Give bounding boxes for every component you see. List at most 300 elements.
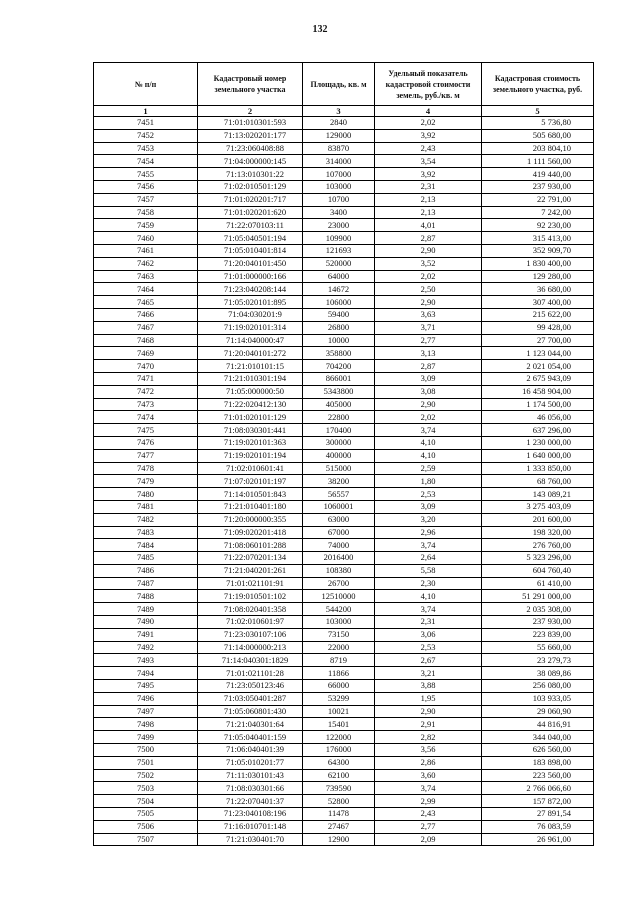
row-number-cell: 7483 <box>94 526 198 539</box>
cadastral-value-cell: 68 760,00 <box>482 475 594 488</box>
specific-value-cell: 2,82 <box>375 731 482 744</box>
area-cell: 83870 <box>303 142 375 155</box>
cadastral-value-cell: 44 816,91 <box>482 718 594 731</box>
table-row <box>94 206 594 219</box>
cadastral-number-cell: 71:05:040501:194 <box>198 232 303 245</box>
cadastral-number-cell: 71:23:030107:106 <box>198 628 303 641</box>
table-row <box>94 539 594 552</box>
area-cell: 2016400 <box>303 552 375 565</box>
table-row <box>94 705 594 718</box>
cadastral-number-cell: 71:22:070201:134 <box>198 552 303 565</box>
cadastral-number-cell: 71:23:050123:46 <box>198 680 303 693</box>
cadastral-number-cell: 71:09:020201:418 <box>198 526 303 539</box>
row-number-cell: 7485 <box>94 552 198 565</box>
column-number: 5 <box>482 106 594 117</box>
specific-value-cell: 2,53 <box>375 641 482 654</box>
area-cell: 14672 <box>303 283 375 296</box>
row-number-cell: 7482 <box>94 513 198 526</box>
row-number-cell: 7470 <box>94 360 198 373</box>
area-cell: 739590 <box>303 782 375 795</box>
area-cell: 10000 <box>303 334 375 347</box>
row-number-cell: 7492 <box>94 641 198 654</box>
row-number-cell: 7491 <box>94 628 198 641</box>
specific-value-cell: 2,90 <box>375 244 482 257</box>
table-row <box>94 334 594 347</box>
table-row <box>94 180 594 193</box>
specific-value-cell: 3,71 <box>375 321 482 334</box>
specific-value-cell: 3,21 <box>375 667 482 680</box>
specific-value-cell: 3,56 <box>375 744 482 757</box>
row-number-cell: 7466 <box>94 308 198 321</box>
cadastral-value-cell: 46 056,00 <box>482 411 594 424</box>
cadastral-value-cell: 223 839,00 <box>482 628 594 641</box>
specific-value-cell: 3,74 <box>375 603 482 616</box>
table-row <box>94 411 594 424</box>
area-cell: 22000 <box>303 641 375 654</box>
cadastral-number-cell: 71:01:020201:717 <box>198 193 303 206</box>
table-row <box>94 641 594 654</box>
area-cell: 5343800 <box>303 385 375 398</box>
specific-value-cell: 2,90 <box>375 296 482 309</box>
cadastral-value-cell: 419 440,00 <box>482 168 594 181</box>
area-cell: 66000 <box>303 680 375 693</box>
specific-value-cell: 2,77 <box>375 820 482 833</box>
cadastral-value-cell: 1 333 850,00 <box>482 462 594 475</box>
cadastral-value-cell: 29 060,90 <box>482 705 594 718</box>
cadastral-number-cell: 71:11:030101:43 <box>198 769 303 782</box>
specific-value-cell: 5,58 <box>375 564 482 577</box>
row-number-cell: 7495 <box>94 680 198 693</box>
cadastral-value-cell: 23 279,73 <box>482 654 594 667</box>
cadastral-number-cell: 71:13:020201:177 <box>198 129 303 142</box>
area-cell: 108380 <box>303 564 375 577</box>
specific-value-cell: 2,50 <box>375 283 482 296</box>
cadastral-number-cell: 71:05:020101:895 <box>198 296 303 309</box>
column-number: 3 <box>303 106 375 117</box>
row-number-cell: 7500 <box>94 744 198 757</box>
cadastral-number-cell: 71:16:010701:148 <box>198 820 303 833</box>
table-row <box>94 500 594 513</box>
cadastral-value-cell: 36 680,00 <box>482 283 594 296</box>
row-number-cell: 7490 <box>94 616 198 629</box>
row-number-cell: 7474 <box>94 411 198 424</box>
table-row <box>94 347 594 360</box>
area-cell: 314000 <box>303 155 375 168</box>
row-number-cell: 7457 <box>94 193 198 206</box>
area-cell: 26800 <box>303 321 375 334</box>
cadastral-value-cell: 38 089,86 <box>482 667 594 680</box>
specific-value-cell: 1,95 <box>375 692 482 705</box>
column-number: 4 <box>375 106 482 117</box>
area-cell: 866001 <box>303 372 375 385</box>
row-number-cell: 7487 <box>94 577 198 590</box>
specific-value-cell: 3,08 <box>375 385 482 398</box>
row-number-cell: 7465 <box>94 296 198 309</box>
row-number-cell: 7467 <box>94 321 198 334</box>
row-number-cell: 7456 <box>94 180 198 193</box>
table-row <box>94 308 594 321</box>
cadastral-number-cell: 71:14:010501:843 <box>198 488 303 501</box>
area-cell: 10700 <box>303 193 375 206</box>
cadastral-number-cell: 71:01:020201:620 <box>198 206 303 219</box>
specific-value-cell: 2,02 <box>375 270 482 283</box>
cadastral-number-cell: 71:14:040301:1829 <box>198 654 303 667</box>
cadastral-value-cell: 2 766 066,60 <box>482 782 594 795</box>
row-number-cell: 7497 <box>94 705 198 718</box>
row-number-cell: 7478 <box>94 462 198 475</box>
area-cell: 59400 <box>303 308 375 321</box>
area-cell: 38200 <box>303 475 375 488</box>
specific-value-cell: 3,09 <box>375 500 482 513</box>
area-cell: 15401 <box>303 718 375 731</box>
header-cadastral-value: Кадастровая стоимость земельного участка, руб. <box>482 63 594 106</box>
area-cell: 2840 <box>303 117 375 130</box>
specific-value-cell: 2,09 <box>375 833 482 846</box>
header-specific-value: Удельный показатель кадастровой стоимости земель, руб./кв. м <box>375 63 482 106</box>
area-cell: 704200 <box>303 360 375 373</box>
specific-value-cell: 3,74 <box>375 782 482 795</box>
row-number-cell: 7460 <box>94 232 198 245</box>
cadastral-number-cell: 71:19:020101:194 <box>198 449 303 462</box>
row-number-cell: 7475 <box>94 424 198 437</box>
table-row <box>94 744 594 757</box>
cadastral-value-cell: 2 675 943,09 <box>482 372 594 385</box>
cadastral-number-cell: 71:05:010201:77 <box>198 756 303 769</box>
cadastral-value-cell: 3 275 403,09 <box>482 500 594 513</box>
cadastral-value-cell: 143 089,21 <box>482 488 594 501</box>
specific-value-cell: 2,99 <box>375 795 482 808</box>
cadastral-value-cell: 76 083,59 <box>482 820 594 833</box>
row-number-cell: 7489 <box>94 603 198 616</box>
table-row <box>94 449 594 462</box>
table-row <box>94 526 594 539</box>
cadastral-number-cell: 71:07:020101:197 <box>198 475 303 488</box>
table-row <box>94 782 594 795</box>
area-cell: 12510000 <box>303 590 375 603</box>
cadastral-number-cell: 71:06:040401:39 <box>198 744 303 757</box>
table-row <box>94 731 594 744</box>
area-cell: 300000 <box>303 436 375 449</box>
cadastral-value-cell: 215 622,00 <box>482 308 594 321</box>
area-cell: 107000 <box>303 168 375 181</box>
row-number-cell: 7459 <box>94 219 198 232</box>
table-row <box>94 833 594 846</box>
area-cell: 358800 <box>303 347 375 360</box>
specific-value-cell: 3,92 <box>375 129 482 142</box>
cadastral-value-cell: 637 296,00 <box>482 424 594 437</box>
cadastral-number-cell: 71:08:030301:441 <box>198 424 303 437</box>
area-cell: 122000 <box>303 731 375 744</box>
cadastral-value-cell: 237 930,00 <box>482 180 594 193</box>
table-row <box>94 193 594 206</box>
table-row <box>94 590 594 603</box>
cadastral-number-cell: 71:21:040301:64 <box>198 718 303 731</box>
cadastral-number-cell: 71:05:040401:159 <box>198 731 303 744</box>
table-row <box>94 820 594 833</box>
specific-value-cell: 2,59 <box>375 462 482 475</box>
cadastral-number-cell: 71:21:010101:15 <box>198 360 303 373</box>
cadastral-value-cell: 5 323 296,00 <box>482 552 594 565</box>
cadastral-number-cell: 71:02:010601:97 <box>198 616 303 629</box>
cadastral-number-cell: 71:14:000000:213 <box>198 641 303 654</box>
specific-value-cell: 3,52 <box>375 257 482 270</box>
table-row <box>94 257 594 270</box>
area-cell: 400000 <box>303 449 375 462</box>
specific-value-cell: 2,02 <box>375 411 482 424</box>
table-row <box>94 756 594 769</box>
cadastral-number-cell: 71:20:040101:450 <box>198 257 303 270</box>
table-row <box>94 296 594 309</box>
cadastral-value-cell: 2 035 308,00 <box>482 603 594 616</box>
area-cell: 405000 <box>303 398 375 411</box>
cadastral-value-cell: 99 428,00 <box>482 321 594 334</box>
specific-value-cell: 4,10 <box>375 590 482 603</box>
cadastral-number-cell: 71:01:000000:166 <box>198 270 303 283</box>
specific-value-cell: 2,13 <box>375 206 482 219</box>
row-number-cell: 7451 <box>94 117 198 130</box>
specific-value-cell: 2,67 <box>375 654 482 667</box>
row-number-cell: 7468 <box>94 334 198 347</box>
table-row <box>94 360 594 373</box>
area-cell: 170400 <box>303 424 375 437</box>
row-number-cell: 7454 <box>94 155 198 168</box>
area-cell: 11478 <box>303 808 375 821</box>
area-cell: 106000 <box>303 296 375 309</box>
area-cell: 23000 <box>303 219 375 232</box>
page-number: 132 <box>312 24 328 35</box>
table-row <box>94 577 594 590</box>
cadastral-number-cell: 71:20:040101:272 <box>198 347 303 360</box>
row-number-cell: 7486 <box>94 564 198 577</box>
cadastral-value-cell: 505 680,00 <box>482 129 594 142</box>
table-row <box>94 603 594 616</box>
area-cell: 73150 <box>303 628 375 641</box>
specific-value-cell: 1,80 <box>375 475 482 488</box>
cadastral-value-cell: 22 791,00 <box>482 193 594 206</box>
cadastral-number-cell: 71:01:020101:129 <box>198 411 303 424</box>
specific-value-cell: 2,87 <box>375 360 482 373</box>
cadastral-number-cell: 71:21:030401:70 <box>198 833 303 846</box>
specific-value-cell: 4,01 <box>375 219 482 232</box>
specific-value-cell: 2,86 <box>375 756 482 769</box>
row-number-cell: 7480 <box>94 488 198 501</box>
table-row <box>94 436 594 449</box>
specific-value-cell: 3,20 <box>375 513 482 526</box>
cadastral-value-cell: 92 230,00 <box>482 219 594 232</box>
table-row <box>94 372 594 385</box>
cadastral-number-cell: 71:22:070401:37 <box>198 795 303 808</box>
table-body <box>94 117 594 846</box>
table-row <box>94 155 594 168</box>
table-row <box>94 168 594 181</box>
specific-value-cell: 2,30 <box>375 577 482 590</box>
cadastral-number-cell: 71:21:010401:180 <box>198 500 303 513</box>
cadastral-value-cell: 256 080,00 <box>482 680 594 693</box>
area-cell: 12900 <box>303 833 375 846</box>
specific-value-cell: 3,63 <box>375 308 482 321</box>
row-number-cell: 7499 <box>94 731 198 744</box>
area-cell: 1060001 <box>303 500 375 513</box>
table-row <box>94 692 594 705</box>
row-number-cell: 7502 <box>94 769 198 782</box>
cadastral-number-cell: 71:19:020101:363 <box>198 436 303 449</box>
column-number: 1 <box>94 106 198 117</box>
cadastral-value-cell: 203 804,10 <box>482 142 594 155</box>
row-number-cell: 7476 <box>94 436 198 449</box>
area-cell: 129000 <box>303 129 375 142</box>
specific-value-cell: 4,10 <box>375 449 482 462</box>
cadastral-number-cell: 71:22:070103:11 <box>198 219 303 232</box>
table-row <box>94 795 594 808</box>
cadastral-value-cell: 604 760,40 <box>482 564 594 577</box>
area-cell: 26700 <box>303 577 375 590</box>
cadastral-number-cell: 71:23:040108:196 <box>198 808 303 821</box>
area-cell: 109900 <box>303 232 375 245</box>
row-number-cell: 7453 <box>94 142 198 155</box>
specific-value-cell: 2,02 <box>375 117 482 130</box>
cadastral-number-cell: 71:04:000000:145 <box>198 155 303 168</box>
cadastral-value-cell: 183 898,00 <box>482 756 594 769</box>
cadastral-number-cell: 71:19:020101:314 <box>198 321 303 334</box>
specific-value-cell: 2,91 <box>375 718 482 731</box>
table-row <box>94 462 594 475</box>
area-cell: 62100 <box>303 769 375 782</box>
row-number-cell: 7501 <box>94 756 198 769</box>
cadastral-number-cell: 71:03:050401:287 <box>198 692 303 705</box>
row-number-cell: 7481 <box>94 500 198 513</box>
cadastral-number-cell: 71:13:010301:22 <box>198 168 303 181</box>
cadastral-value-cell: 352 909,70 <box>482 244 594 257</box>
row-number-cell: 7469 <box>94 347 198 360</box>
area-cell: 63000 <box>303 513 375 526</box>
specific-value-cell: 3,06 <box>375 628 482 641</box>
cadastral-value-cell: 27 891,54 <box>482 808 594 821</box>
cadastral-number-cell: 71:23:060408:88 <box>198 142 303 155</box>
specific-value-cell: 2,31 <box>375 180 482 193</box>
area-cell: 52800 <box>303 795 375 808</box>
row-number-cell: 7473 <box>94 398 198 411</box>
row-number-cell: 7507 <box>94 833 198 846</box>
row-number-cell: 7472 <box>94 385 198 398</box>
specific-value-cell: 2,64 <box>375 552 482 565</box>
column-number-row <box>94 106 594 117</box>
area-cell: 520000 <box>303 257 375 270</box>
cadastral-number-cell: 71:05:000000:50 <box>198 385 303 398</box>
specific-value-cell: 2,53 <box>375 488 482 501</box>
cadastral-value-cell: 1 640 000,00 <box>482 449 594 462</box>
cadastral-value-table <box>93 62 594 846</box>
specific-value-cell: 4,10 <box>375 436 482 449</box>
table-row <box>94 628 594 641</box>
area-cell: 103000 <box>303 180 375 193</box>
header-row <box>94 63 594 106</box>
area-cell: 8719 <box>303 654 375 667</box>
cadastral-number-cell: 71:23:040208:144 <box>198 283 303 296</box>
area-cell: 74000 <box>303 539 375 552</box>
cadastral-number-cell: 71:21:010301:194 <box>198 372 303 385</box>
row-number-cell: 7461 <box>94 244 198 257</box>
area-cell: 56557 <box>303 488 375 501</box>
specific-value-cell: 3,92 <box>375 168 482 181</box>
area-cell: 10021 <box>303 705 375 718</box>
table-row <box>94 808 594 821</box>
table-row <box>94 385 594 398</box>
cadastral-value-cell: 26 961,00 <box>482 833 594 846</box>
table-row <box>94 283 594 296</box>
row-number-cell: 7488 <box>94 590 198 603</box>
table-row <box>94 769 594 782</box>
table-row <box>94 564 594 577</box>
cadastral-value-cell: 5 736,80 <box>482 117 594 130</box>
cadastral-value-cell: 1 111 560,00 <box>482 155 594 168</box>
header-area: Площадь, кв. м <box>303 63 375 106</box>
row-number-cell: 7464 <box>94 283 198 296</box>
cadastral-value-cell: 1 174 500,00 <box>482 398 594 411</box>
table-row <box>94 398 594 411</box>
cadastral-value-cell: 276 760,00 <box>482 539 594 552</box>
cadastral-number-cell: 71:04:030201:9 <box>198 308 303 321</box>
table-row <box>94 552 594 565</box>
row-number-cell: 7493 <box>94 654 198 667</box>
cadastral-value-cell: 237 930,00 <box>482 616 594 629</box>
specific-value-cell: 3,74 <box>375 424 482 437</box>
row-number-cell: 7505 <box>94 808 198 821</box>
cadastral-value-cell: 198 320,00 <box>482 526 594 539</box>
cadastral-number-cell: 71:02:010601:41 <box>198 462 303 475</box>
area-cell: 64300 <box>303 756 375 769</box>
table-row <box>94 244 594 257</box>
cadastral-value-cell: 2 021 054,00 <box>482 360 594 373</box>
header-cadastral-number: Кадастровый номер земельного участка <box>198 63 303 106</box>
specific-value-cell: 3,54 <box>375 155 482 168</box>
row-number-cell: 7496 <box>94 692 198 705</box>
row-number-cell: 7498 <box>94 718 198 731</box>
cadastral-value-cell: 307 400,00 <box>482 296 594 309</box>
header-row-number: № п/п <box>94 63 198 106</box>
area-cell: 103000 <box>303 616 375 629</box>
row-number-cell: 7452 <box>94 129 198 142</box>
table-row <box>94 424 594 437</box>
specific-value-cell: 2,13 <box>375 193 482 206</box>
cadastral-value-cell: 315 413,00 <box>482 232 594 245</box>
table-row <box>94 232 594 245</box>
specific-value-cell: 2,90 <box>375 398 482 411</box>
specific-value-cell: 2,87 <box>375 232 482 245</box>
table-row <box>94 219 594 232</box>
row-number-cell: 7471 <box>94 372 198 385</box>
cadastral-value-cell: 201 600,00 <box>482 513 594 526</box>
cadastral-value-cell: 1 230 000,00 <box>482 436 594 449</box>
specific-value-cell: 3,88 <box>375 680 482 693</box>
table-row <box>94 117 594 130</box>
table-row <box>94 321 594 334</box>
cadastral-number-cell: 71:08:020401:358 <box>198 603 303 616</box>
table-row <box>94 488 594 501</box>
specific-value-cell: 2,96 <box>375 526 482 539</box>
table-row <box>94 680 594 693</box>
cadastral-value-cell: 16 458 904,00 <box>482 385 594 398</box>
area-cell: 27467 <box>303 820 375 833</box>
table-row <box>94 616 594 629</box>
cadastral-value-cell: 129 280,00 <box>482 270 594 283</box>
specific-value-cell: 3,60 <box>375 769 482 782</box>
area-cell: 22800 <box>303 411 375 424</box>
cadastral-number-cell: 71:01:021101:91 <box>198 577 303 590</box>
cadastral-value-cell: 344 040,00 <box>482 731 594 744</box>
cadastral-value-cell: 626 560,00 <box>482 744 594 757</box>
table-row <box>94 142 594 155</box>
cadastral-number-cell: 71:14:040000:47 <box>198 334 303 347</box>
